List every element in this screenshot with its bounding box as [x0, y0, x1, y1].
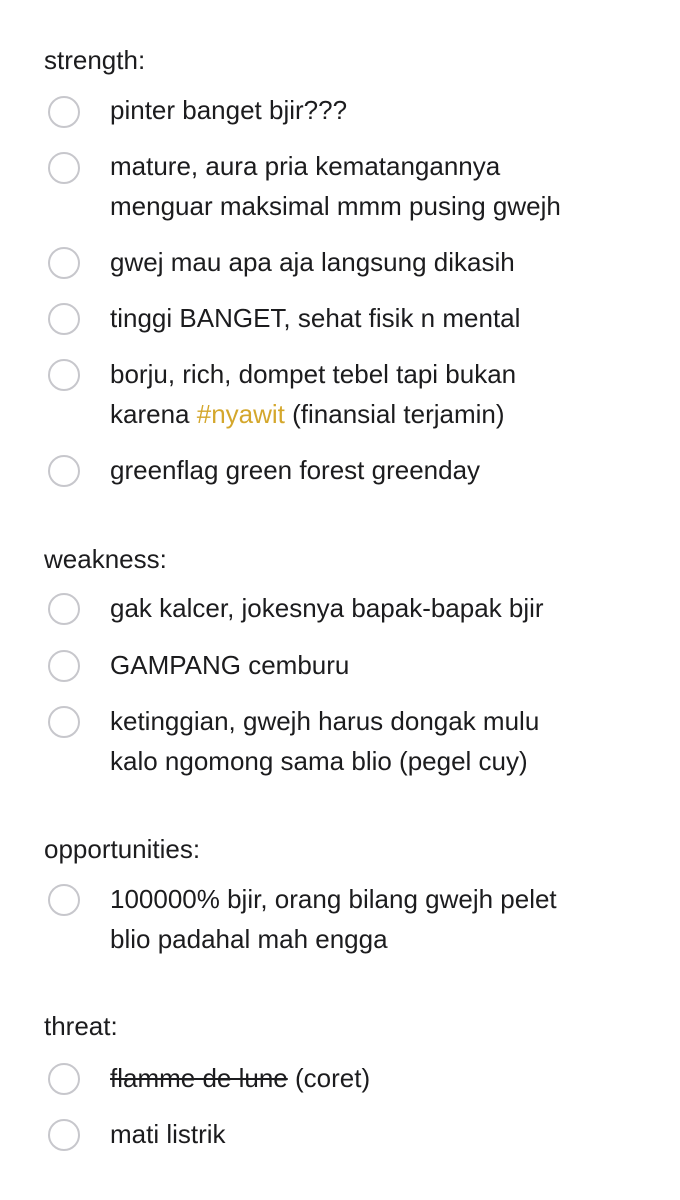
item-line: gak kalcer, jokesnya bapak-bapak bjir	[110, 593, 544, 623]
item-text-segment: (coret)	[287, 1063, 371, 1093]
item-line: pinter banget bjir???	[110, 95, 348, 125]
checklist-item-text	[110, 588, 650, 628]
item-line: gwej mau apa aja langsung dikasih	[110, 247, 515, 277]
item-line	[110, 394, 650, 434]
item-line: tinggi BANGET, sehat fisik n mental	[110, 303, 521, 333]
hashtag-link[interactable]: #nyawit	[196, 399, 285, 429]
item-line: greenflag green forest greenday	[110, 455, 481, 485]
strikethrough-text: flamme de lune	[110, 1063, 288, 1093]
checkbox-circle[interactable]	[48, 359, 80, 391]
checklist-item-text	[110, 354, 650, 434]
item-line: kalo ngomong sama blio (pegel cuy)	[110, 746, 528, 776]
checklist-item-text	[110, 645, 650, 685]
item-line: blio padahal mah engga	[110, 924, 388, 954]
checkbox-circle[interactable]	[48, 593, 80, 625]
item-line: 100000% bjir, orang bilang gwejh pelet	[110, 884, 557, 914]
section-title-strength: strength:	[44, 45, 146, 75]
checkbox-circle[interactable]	[48, 884, 80, 916]
checklist-item-text	[110, 1058, 650, 1098]
checkbox-circle[interactable]	[48, 247, 80, 279]
item-line: menguar maksimal mmm pusing gwejh	[110, 191, 561, 221]
item-line: borju, rich, dompet tebel tapi bukan	[110, 359, 517, 389]
checklist-item-text	[110, 242, 650, 282]
section-title-opportunities: opportunities:	[44, 834, 201, 864]
checkbox-circle[interactable]	[48, 650, 80, 682]
checklist-item-text	[110, 90, 650, 130]
checkbox-circle[interactable]	[48, 1119, 80, 1151]
checkbox-circle[interactable]	[48, 1063, 80, 1095]
item-text-segment: (finansial terjamin)	[284, 399, 505, 429]
checklist-item-text	[110, 298, 650, 338]
checkbox-circle[interactable]	[48, 303, 80, 335]
item-text-segment: karena	[110, 399, 197, 429]
item-line: ketinggian, gwejh harus dongak mulu	[110, 706, 540, 736]
checkbox-circle[interactable]	[48, 152, 80, 184]
item-line: mature, aura pria kematangannya	[110, 151, 501, 181]
checklist-item-text	[110, 879, 650, 959]
checkbox-circle[interactable]	[48, 455, 80, 487]
checklist-item-text	[110, 450, 650, 490]
section-title-weakness: weakness:	[44, 544, 167, 574]
checkbox-circle[interactable]	[48, 706, 80, 738]
checklist-item-text	[110, 701, 650, 781]
section-title-threat: threat:	[44, 1011, 118, 1041]
item-line: mati listrik	[110, 1119, 226, 1149]
checklist-item-text	[110, 1114, 650, 1154]
item-line	[110, 1058, 650, 1098]
checkbox-circle[interactable]	[48, 96, 80, 128]
item-line: GAMPANG cemburu	[110, 650, 350, 680]
checklist-item-text	[110, 146, 650, 226]
